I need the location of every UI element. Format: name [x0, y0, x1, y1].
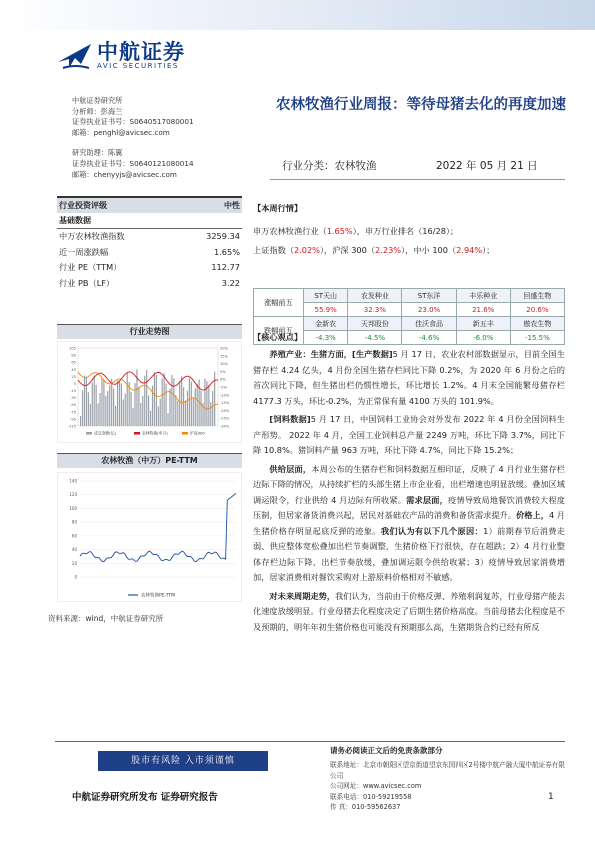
volume-bar	[195, 388, 196, 426]
report-title: 农林牧渔行业周报：等待母猪去化的再度加速	[276, 97, 566, 113]
trend-chart	[57, 341, 242, 443]
y-tick-label: 120	[69, 492, 77, 498]
volume-bar	[109, 385, 110, 426]
volume-bar	[175, 395, 176, 426]
stat-value: 112.77	[211, 262, 240, 272]
stock-pct: -4.3%	[304, 331, 348, 345]
report-date: 2022 年 05 月 21 日	[436, 160, 538, 172]
top-banner	[0, 0, 595, 30]
volume-bar	[158, 407, 159, 426]
y2-tick-label: 15%	[220, 354, 228, 359]
losers-label: 跌幅前五	[254, 317, 304, 345]
para-text: 5 月 17 日，农业农村部数据显示，目前全国生猪存栏 4.24 亿头，4 月份全国生猪存栏同比下降 0.2%，为 2020 年 6 月份之后的首次同比下降，但生猪出栏仍惯性增长，环比增长 1.2%。4 月末全国能繁母猪存栏 4177.3 万头，环比-0.2%，为正常保有量 4100 万头的 101.9%。	[253, 349, 566, 406]
para-lead: 我们认为有以下几个原因：	[380, 525, 484, 536]
y-tick-label: 100	[69, 505, 77, 511]
trend-chart-svg	[58, 342, 243, 444]
volume-bar	[208, 385, 209, 426]
assistant-license: 证券执业证书号：S0640121080014	[72, 158, 194, 168]
title-divider	[270, 179, 565, 180]
volume-bar	[164, 373, 165, 426]
trend-panel-title: 行业走势图	[57, 324, 242, 339]
volume-bar	[191, 382, 192, 426]
volume-bar	[113, 388, 114, 426]
stat-label: 行业 PB（LF）	[59, 277, 115, 288]
volume-bar	[131, 392, 132, 426]
paragraph	[253, 589, 565, 636]
company-logo	[55, 36, 205, 76]
text: ），中小 100（	[401, 245, 457, 255]
text: 上证指数（	[253, 245, 294, 255]
volume-bar	[119, 381, 120, 426]
para-text: 1）前期春节后消费走弱、供应整体宽松叠加出栏节奏调整，生猪价格下行很快，存在超跌；2）4 月行业整体存栏边际下降、出栏节奏放缓，叠加调运限令供给收紧；3）疫情导致居家消费增加，居家消费相对餐饮采购对上游原料价格相对不敏感。	[253, 525, 565, 582]
text: ），沪深 300（	[319, 245, 376, 255]
y-tick-label: 140	[69, 478, 77, 484]
legend-label: 农林牧渔PE-TTM	[141, 593, 176, 599]
stock-pct: -15.5%	[510, 331, 564, 345]
institute-name: 中航证券研究所	[72, 96, 123, 105]
rating-label: 行业投资评级	[59, 201, 107, 210]
pe-chart-svg	[58, 473, 243, 603]
volume-bar	[111, 379, 112, 426]
y2-tick-label: -10%	[220, 393, 230, 398]
legend-swatch	[86, 432, 92, 435]
stock-pct: 23.0%	[402, 303, 456, 317]
y2-tick-label: 20%	[220, 346, 228, 351]
para-lead: 养殖产业：生猪方面，[生产数据]	[269, 349, 393, 359]
stock-pct: -4.6%	[402, 331, 456, 345]
weekly-line-2	[253, 241, 494, 260]
volume-bar	[187, 391, 188, 426]
stat-label: 近一周涨跌幅	[59, 246, 109, 257]
y2-tick-label: 10%	[220, 362, 228, 367]
volume-bar	[210, 402, 211, 426]
y2-tick-label: 0%	[220, 377, 226, 382]
footer-brand: 中航证券研究所发布 证券研究报告	[72, 792, 218, 803]
y-tick-label: 20	[71, 560, 77, 566]
pct-up: 2.02%	[293, 245, 320, 255]
y-tick-label: -95	[70, 417, 76, 422]
stock-name: 傲农生物	[510, 317, 564, 331]
volume-bar	[97, 403, 98, 426]
volume-bar	[115, 406, 116, 426]
volume-bar	[169, 388, 170, 426]
contact-info	[330, 760, 570, 813]
volume-bar	[214, 372, 215, 426]
volume-bar	[183, 387, 184, 426]
assistant-email: 邮箱：chenyyjs@avicsec.com	[72, 169, 177, 179]
y2-tick-label: -5%	[220, 385, 227, 390]
volume-bar	[197, 384, 198, 426]
y2-tick-label: -20%	[220, 408, 230, 413]
y-tick-label: -115	[67, 424, 76, 429]
volume-bar	[177, 401, 178, 426]
gainers-label: 涨幅前五	[254, 289, 304, 317]
volume-bar	[107, 391, 108, 426]
analyst-name: 分析师：彭海兰	[72, 106, 123, 116]
weekly-section-title: 【本周行情】	[253, 203, 303, 213]
legend-label: 成交金额(亿)	[94, 430, 116, 436]
volume-bar	[88, 392, 89, 426]
volume-bar	[132, 408, 133, 426]
volume-bar	[105, 396, 106, 426]
stat-label: 中万农林牧渔指数	[59, 231, 125, 241]
phone: 联系电话：010-59219558	[330, 792, 412, 801]
paragraph	[253, 347, 565, 409]
page-number: 1	[548, 792, 554, 802]
stat-label: 行业 PE（TTM）	[59, 262, 122, 272]
stock-name: ST天山	[304, 289, 348, 303]
volume-bar	[171, 375, 172, 426]
plane-icon	[55, 38, 95, 74]
stat-value: 3259.34	[206, 231, 240, 241]
volume-bar	[140, 403, 141, 426]
stock-name: 丰乐种业	[456, 289, 510, 303]
y-tick-label: 0	[74, 574, 77, 580]
basic-data-heading: 基础数据	[57, 213, 242, 229]
volume-bar	[121, 383, 122, 426]
y-tick-label: 40	[71, 547, 77, 553]
legend-swatch	[182, 432, 188, 435]
pe-chart	[57, 472, 242, 602]
stock-pct: 32.3%	[348, 303, 402, 317]
disclaimer: 请务必阅读正文后的免责条款部分	[330, 746, 443, 755]
stock-name: 金新农	[304, 317, 348, 331]
stock-name: 农发种业	[348, 289, 402, 303]
y-tick-label: -35	[70, 396, 76, 401]
para-text: 4 月生猪价格存明显起底反弹的迹象。	[253, 510, 565, 536]
address: 联系地址：北京市朝阳区望京街道望京东园四区2号楼中航产融大厦中航证券有限公司	[330, 761, 565, 780]
report-category: 行业分类：农林牧渔	[282, 160, 377, 172]
volume-bar	[189, 378, 190, 426]
volume-bar	[123, 399, 124, 426]
y2-tick-label: -30%	[220, 424, 230, 429]
legend-swatch	[134, 432, 140, 435]
volume-bar	[103, 380, 104, 426]
volume-bar	[86, 377, 87, 426]
volume-bar	[117, 381, 118, 426]
stat-value: 1.65%	[213, 246, 240, 257]
volume-bar	[138, 387, 139, 426]
volume-bar	[101, 378, 102, 426]
analyst-email: 邮箱：penghl@avicsec.com	[72, 127, 170, 137]
volume-bar	[167, 413, 168, 426]
gainers-names-row	[254, 289, 565, 303]
para-text: 本周公布的生猪存栏和饲料数据互相印证，反映了 4 月行业生猪存栏边际下降的情况，从持续扩栏的头部生猪上市企业看，出栏增速也明显放缓。叠加区域调运限令，行业供给 4 月边际有所收紧。	[253, 463, 565, 505]
risk-warning: 股市有风险 入市须谨慎	[98, 751, 268, 771]
stock-name: 佳沃食品	[402, 317, 456, 331]
stat-row	[57, 245, 242, 261]
y-tick-label: 105	[69, 346, 76, 351]
para-lead: 供给层面，	[269, 463, 312, 474]
y2-tick-label: -25%	[220, 416, 230, 421]
volume-bar	[185, 400, 186, 426]
y-tick-label: 5	[73, 381, 76, 386]
pct-up: 1.65%	[326, 226, 353, 236]
volume-bar	[148, 395, 149, 426]
volume-bar	[212, 391, 213, 426]
footer-divider	[55, 741, 565, 742]
volume-bar	[179, 381, 180, 426]
stat-row	[57, 229, 242, 245]
volume-bar	[82, 390, 83, 426]
analyst-info	[72, 96, 194, 180]
para-lead: [饲料数据]	[269, 414, 311, 424]
logo-text-cn: 中航证券	[97, 40, 185, 64]
volume-bar	[181, 376, 182, 426]
volume-bar	[99, 393, 100, 426]
stock-name: 天邦股份	[348, 317, 402, 331]
pe-series-line	[80, 493, 236, 562]
fax: 传 真：010-59562637	[330, 803, 401, 811]
volume-bar	[94, 376, 95, 426]
para-lead: 价格上，	[516, 510, 549, 520]
y-tick-label: 85	[71, 353, 76, 358]
volume-bar	[154, 372, 155, 426]
assistant-name: 研究助理：陈翼	[72, 148, 123, 158]
stock-pct: 55.9%	[304, 303, 348, 317]
stat-row	[57, 260, 242, 276]
y-tick-label: 45	[71, 367, 76, 372]
volume-bar	[80, 416, 81, 426]
legend-label: 农林牧渔(申万)	[142, 430, 168, 436]
volume-bar	[162, 378, 163, 426]
stat-row	[57, 276, 242, 292]
volume-bar	[127, 373, 128, 426]
volume-bar	[96, 385, 97, 426]
weekly-summary	[253, 222, 494, 260]
weekly-line-1	[253, 222, 494, 241]
volume-bar	[200, 391, 201, 426]
y-tick-label: -15	[70, 389, 76, 394]
volume-bar	[90, 404, 91, 426]
stock-name: 回盛生物	[510, 289, 564, 303]
text: ），申万行业排名（16/28）；	[352, 226, 459, 236]
para-text: 5 月 17 日，中国饲料工业协会对外发布 2022 年 4 月份全国饲料生产形势。 2022 年 4 月，全国工业饲料总产量 2249 万吨，环比下降 3.7%，同比下降 10.8%。猪饲料产量 963 万吨，环比下降 4.7%，同比下降 15.2%；	[253, 414, 565, 455]
stock-name: ST东洋	[402, 289, 456, 303]
y-tick-label: 25	[71, 374, 76, 379]
volume-bar	[129, 382, 130, 426]
stock-pct: -4.5%	[348, 331, 402, 345]
analyst-license: 证券执业证书号：S0640517080001	[72, 117, 194, 127]
text: 申万农林牧渔行业（	[253, 226, 327, 236]
y-tick-label: 60	[71, 533, 77, 539]
y-tick-label: -75	[70, 410, 76, 415]
volume-bar	[160, 399, 161, 426]
stock-pct: -6.0%	[456, 331, 510, 345]
pct-up: 2.94%	[456, 245, 483, 255]
volume-bar	[142, 396, 143, 426]
para-lead: 需求层面，	[406, 494, 448, 505]
chart-source: 资料来源：wind，中航证券研究所	[48, 614, 164, 623]
website: 公司网址：www.avicsec.com	[330, 782, 422, 790]
pct-up: 2.23%	[375, 245, 402, 255]
volume-bar	[92, 382, 93, 426]
y-tick-label: 80	[71, 519, 77, 525]
y-tick-label: -55	[70, 403, 76, 408]
stat-value: 3.22	[221, 277, 240, 288]
stock-pct: 21.6%	[456, 303, 510, 317]
para-text: 疫情导致局地餐饮消费较大程度压制，但居家备货消费兴起，居民对基础农产品的消费和备货需求提升。	[253, 494, 565, 520]
losers-names-row	[254, 317, 565, 331]
volume-bar	[84, 376, 85, 426]
y-tick-label: 65	[71, 360, 76, 365]
para-lead: 对未来周期走势，	[269, 590, 336, 601]
logo-text-en: AVIC SECURITIES	[97, 62, 179, 70]
y2-tick-label: 5%	[220, 369, 226, 374]
volume-bar	[193, 399, 194, 426]
core-section-title: 【核心观点】	[253, 332, 303, 342]
core-body	[253, 347, 565, 638]
volume-bar	[156, 375, 157, 426]
paragraph	[253, 462, 565, 586]
stock-pct: 20.6%	[510, 303, 564, 317]
volume-bar	[150, 411, 151, 426]
rating-block	[57, 196, 242, 291]
stock-name: 新五丰	[456, 317, 510, 331]
para-text: 我们认为，当前由于价格反弹、养殖利润复苏，行业母猪产能去化速度放缓明显。行业母猪去化程度决定了后期生猪价格高度。当前母猪去化程度是不及预期的，明年年初生猪价格也可能没有预期那么高，生猪期货合约已经有所反	[253, 590, 565, 632]
volume-bar	[165, 384, 166, 426]
legend-label: 沪深300	[190, 430, 205, 436]
paragraph	[253, 412, 565, 459]
text: ）；	[482, 245, 495, 255]
rating-header	[57, 196, 242, 213]
pe-panel-title: 农林牧渔（中万）PE-TTM	[57, 453, 242, 468]
volume-bar	[146, 370, 147, 426]
rating-value: 中性	[224, 201, 240, 210]
volume-bar	[125, 394, 126, 426]
volume-bar	[204, 378, 205, 426]
volume-bar	[173, 378, 174, 426]
y2-tick-label: -15%	[220, 401, 230, 406]
